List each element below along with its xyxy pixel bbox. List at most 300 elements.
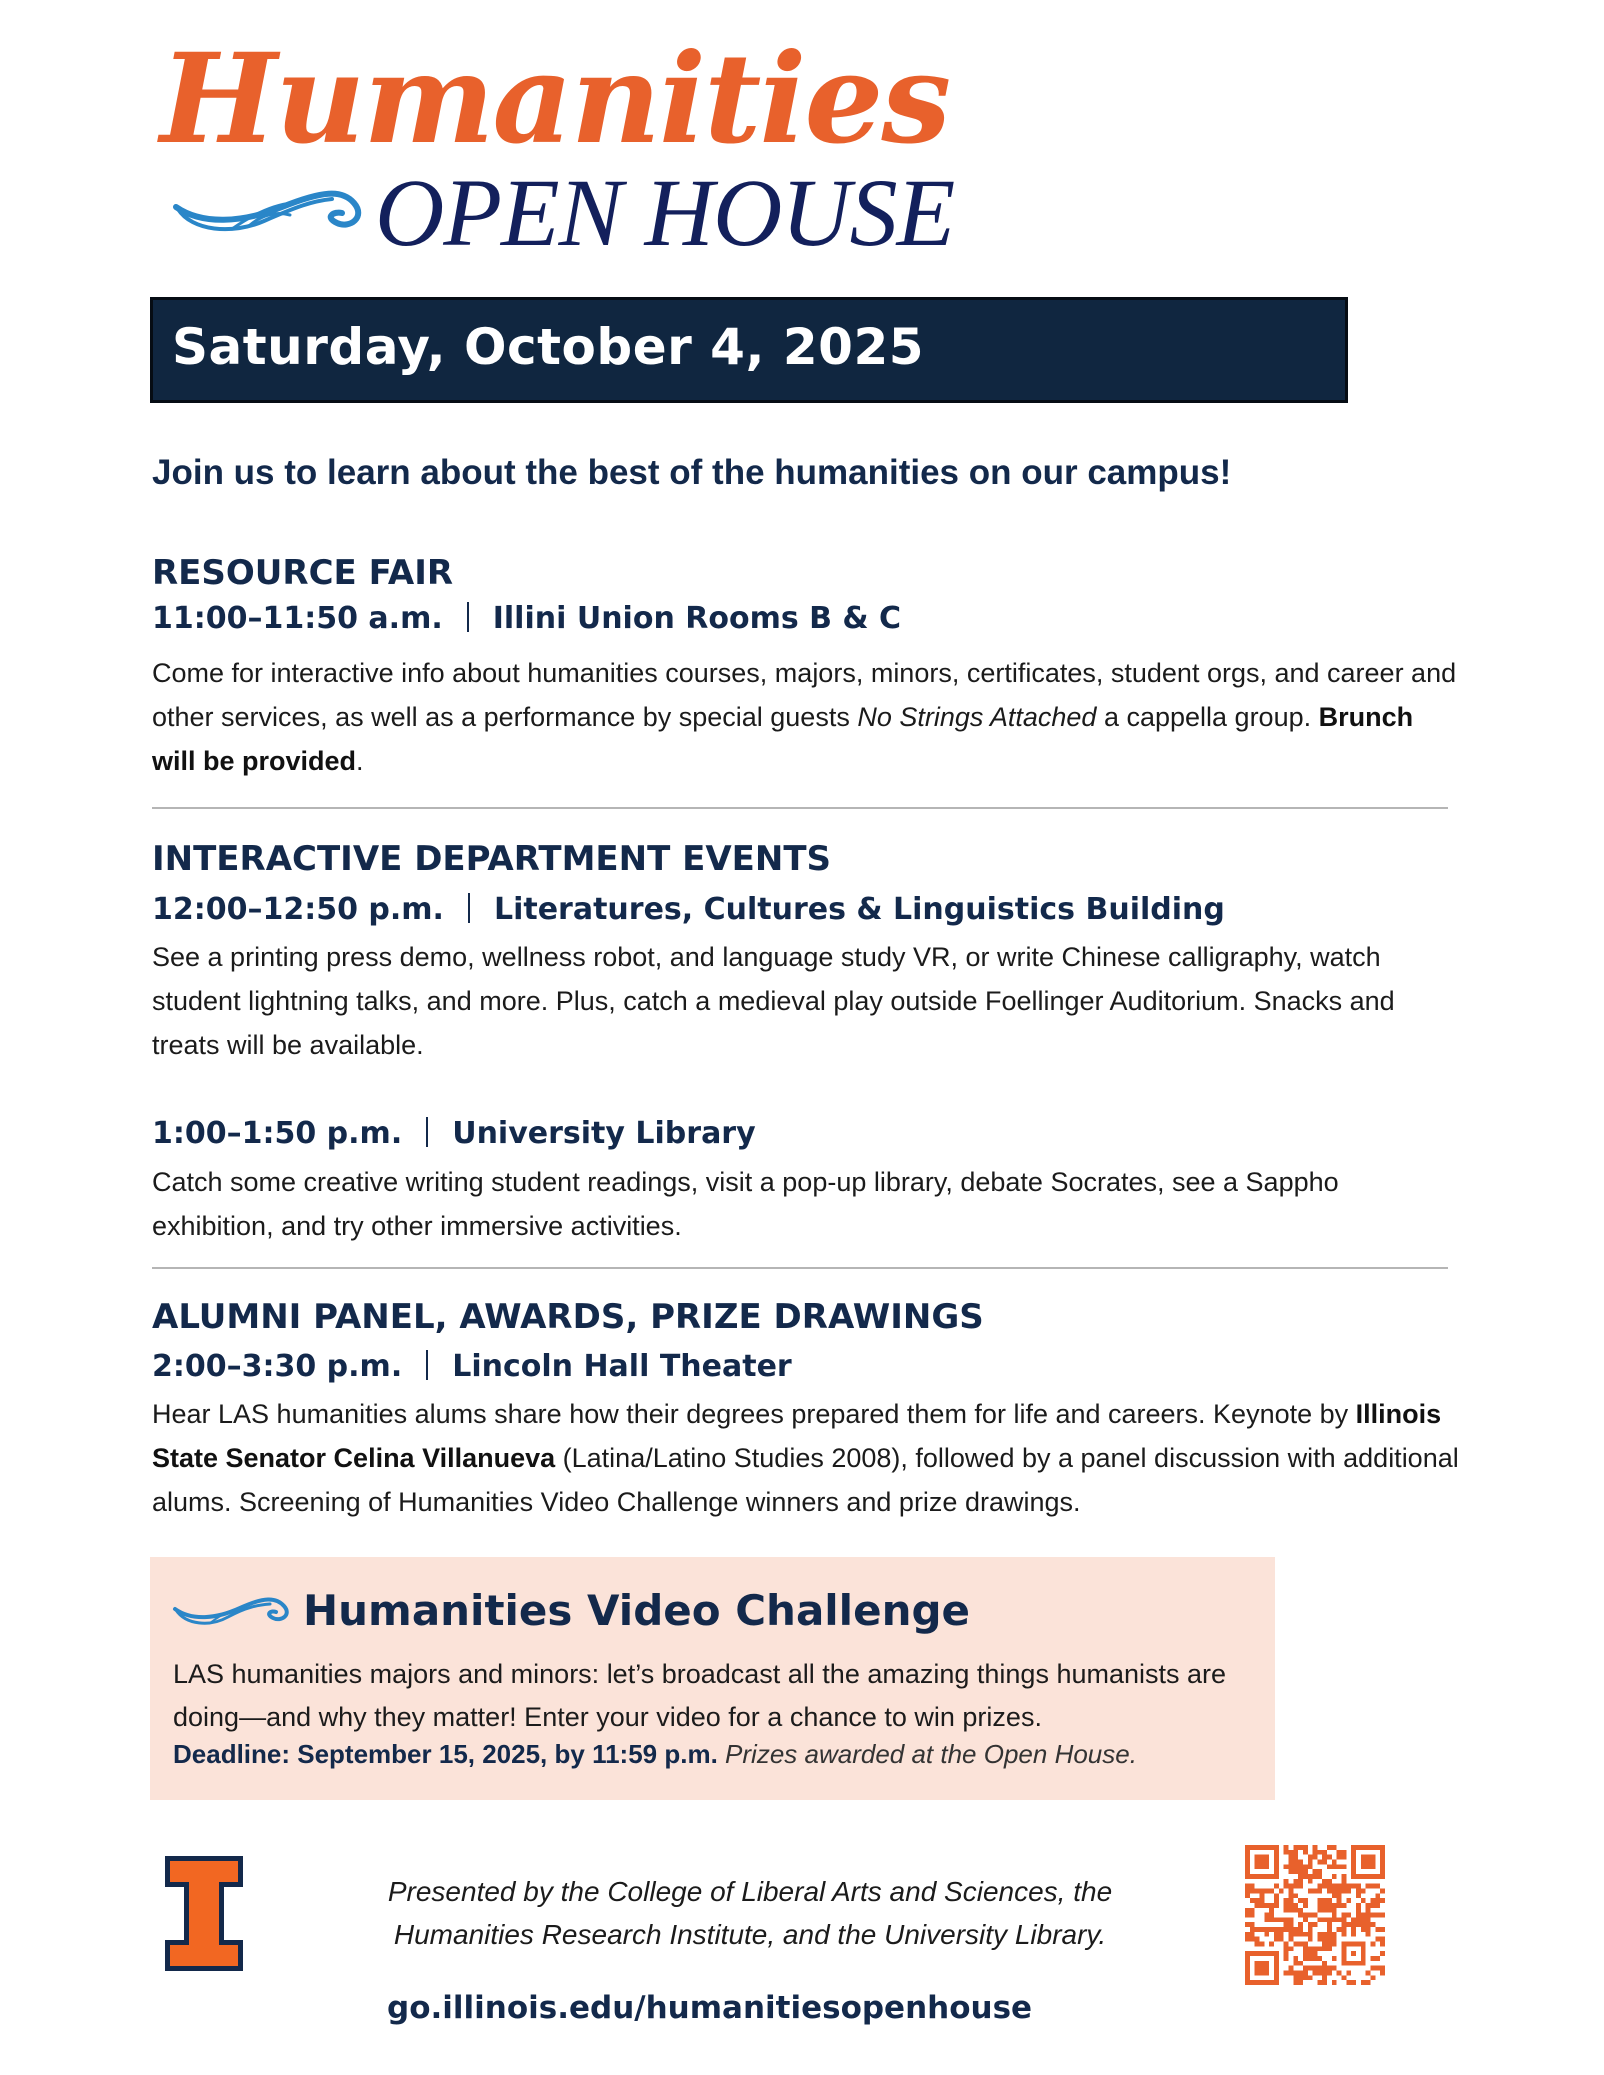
event-location: University Library bbox=[452, 1116, 756, 1151]
qr-module bbox=[1284, 1898, 1289, 1903]
qr-module bbox=[1322, 1917, 1327, 1922]
qr-module bbox=[1274, 1927, 1279, 1932]
qr-module bbox=[1284, 1917, 1289, 1922]
qr-module bbox=[1380, 1898, 1385, 1903]
qr-module bbox=[1322, 1942, 1327, 1947]
qr-module bbox=[1317, 1908, 1322, 1913]
event-time: 1:00–1:50 p.m. bbox=[152, 1116, 403, 1151]
deadline-note: Prizes awarded at the Open House. bbox=[725, 1739, 1137, 1769]
qr-module bbox=[1303, 1913, 1308, 1918]
qr-module bbox=[1293, 1893, 1298, 1898]
qr-module bbox=[1371, 1922, 1376, 1927]
qr-module bbox=[1332, 1917, 1337, 1922]
event-location: Literatures, Cultures & Linguistics Building bbox=[493, 892, 1225, 927]
qr-module bbox=[1288, 1971, 1293, 1976]
qr-module bbox=[1269, 1917, 1274, 1922]
qr-module bbox=[1317, 1917, 1322, 1922]
qr-module bbox=[1361, 1927, 1366, 1932]
qr-module bbox=[1380, 1927, 1385, 1932]
qr-module bbox=[1342, 1884, 1347, 1889]
qr-module bbox=[1308, 1927, 1313, 1932]
event-time: 12:00–12:50 p.m. bbox=[152, 892, 444, 927]
qr-module bbox=[1371, 1975, 1376, 1980]
qr-module bbox=[1255, 1903, 1260, 1908]
qr-module bbox=[1337, 1971, 1342, 1976]
qr-module bbox=[1332, 1956, 1337, 1961]
qr-module bbox=[1313, 1855, 1318, 1860]
qr-module bbox=[1327, 1879, 1332, 1884]
qr-module bbox=[1293, 1855, 1298, 1860]
qr-module bbox=[1308, 1946, 1313, 1951]
description-text: No Strings Attached bbox=[857, 702, 1097, 732]
qr-module bbox=[1293, 1903, 1298, 1908]
qr-module bbox=[1245, 1884, 1250, 1889]
qr-module bbox=[1264, 1903, 1269, 1908]
qr-module bbox=[1332, 1874, 1337, 1879]
qr-module bbox=[1361, 1898, 1366, 1903]
qr-module bbox=[1293, 1908, 1298, 1913]
qr-module bbox=[1293, 1845, 1298, 1850]
description-text: Come for interactive info about humanities courses, majors, minors, certificates, student orgs, and career and other services, as well as a performance by special guests bbox=[152, 658, 1457, 732]
qr-module bbox=[1342, 1922, 1347, 1927]
qr-module bbox=[1327, 1932, 1332, 1937]
qr-module bbox=[1284, 1971, 1289, 1976]
qr-module bbox=[1366, 1908, 1371, 1913]
qr-module bbox=[1308, 1922, 1313, 1927]
qr-module bbox=[1361, 1913, 1366, 1918]
qr-module bbox=[1346, 1922, 1351, 1927]
qr-module bbox=[1342, 1917, 1347, 1922]
qr-module bbox=[1313, 1971, 1318, 1976]
description-text: (Latina/Latino Studies 2008), followed by a panel discussion with additional alums. Screening of Humanities Video Challenge winners and prize drawings. bbox=[152, 1443, 1459, 1517]
ornamental-flourish-icon bbox=[172, 1595, 292, 1630]
qr-module bbox=[1332, 1908, 1337, 1913]
qr-module bbox=[1250, 1908, 1255, 1913]
qr-module bbox=[1327, 1927, 1332, 1932]
qr-module bbox=[1250, 1913, 1255, 1918]
qr-module bbox=[1308, 1864, 1313, 1869]
qr-module bbox=[1342, 1888, 1347, 1893]
qr-module bbox=[1279, 1932, 1284, 1937]
qr-module bbox=[1356, 1893, 1361, 1898]
qr-module bbox=[1342, 1855, 1347, 1860]
qr-module bbox=[1303, 1917, 1308, 1922]
qr-module bbox=[1327, 1917, 1332, 1922]
qr-module bbox=[1366, 1927, 1371, 1932]
qr-module bbox=[1303, 1864, 1308, 1869]
qr-module bbox=[1303, 1898, 1308, 1903]
qr-module bbox=[1313, 1869, 1318, 1874]
qr-code-icon[interactable] bbox=[1245, 1845, 1385, 1985]
qr-module bbox=[1284, 1845, 1289, 1850]
qr-module bbox=[1342, 1864, 1347, 1869]
qr-module bbox=[1288, 1898, 1293, 1903]
qr-module bbox=[1322, 1855, 1327, 1860]
qr-module bbox=[1288, 1893, 1293, 1898]
qr-module bbox=[1298, 1927, 1303, 1932]
section-heading-interactive-events: INTERACTIVE DEPARTMENT EVENTS bbox=[152, 839, 832, 879]
video-challenge-deadline bbox=[173, 1741, 1137, 1767]
qr-module bbox=[1298, 1961, 1303, 1966]
qr-module bbox=[1337, 1888, 1342, 1893]
qr-module bbox=[1245, 1913, 1250, 1918]
qr-module bbox=[1245, 1937, 1250, 1942]
qr-module bbox=[1303, 1874, 1308, 1879]
description-text: . bbox=[356, 746, 364, 776]
qr-module bbox=[1255, 1942, 1260, 1947]
qr-module bbox=[1346, 1884, 1351, 1889]
qr-module bbox=[1317, 1903, 1322, 1908]
qr-module bbox=[1284, 1927, 1289, 1932]
qr-module bbox=[1288, 1859, 1293, 1864]
qr-module bbox=[1327, 1903, 1332, 1908]
qr-module bbox=[1337, 1884, 1342, 1889]
qr-module bbox=[1327, 1971, 1332, 1976]
qr-module bbox=[1288, 1869, 1293, 1874]
qr-module bbox=[1245, 1888, 1250, 1893]
qr-module bbox=[1308, 1932, 1313, 1937]
separator bbox=[426, 1117, 428, 1147]
qr-module bbox=[1255, 1961, 1269, 1975]
qr-module bbox=[1313, 1850, 1318, 1855]
event-time: 11:00–11:50 a.m. bbox=[152, 601, 443, 636]
qr-module bbox=[1327, 1908, 1332, 1913]
qr-module bbox=[1308, 1956, 1313, 1961]
qr-module bbox=[1284, 1946, 1289, 1951]
qr-module bbox=[1322, 1850, 1327, 1855]
qr-module bbox=[1356, 1884, 1361, 1889]
qr-module bbox=[1245, 1922, 1250, 1927]
qr-module bbox=[1284, 1879, 1289, 1884]
qr-module bbox=[1327, 1864, 1332, 1869]
qr-module bbox=[1366, 1932, 1371, 1937]
qr-module bbox=[1274, 1937, 1279, 1942]
event-description: See a printing press demo, wellness robot, and language study VR, or write Chinese calligraphy, watch student lightning talks, and more. Plus, catch a medieval play outside Foellinger Auditorium. Snacks and treats will be available. bbox=[152, 942, 1395, 1060]
qr-module bbox=[1308, 1859, 1313, 1864]
qr-module bbox=[1293, 1971, 1298, 1976]
qr-module bbox=[1293, 1850, 1298, 1855]
qr-module bbox=[1346, 1980, 1351, 1985]
qr-module bbox=[1356, 1908, 1361, 1913]
event-url-link[interactable]: go.illinois.edu/humanitiesopenhouse bbox=[387, 1990, 1033, 2026]
event-location: Lincoln Hall Theater bbox=[452, 1349, 792, 1384]
qr-module bbox=[1269, 1927, 1274, 1932]
qr-module bbox=[1313, 1922, 1318, 1927]
qr-module bbox=[1274, 1893, 1279, 1898]
qr-module bbox=[1269, 1903, 1274, 1908]
qr-module bbox=[1327, 1922, 1332, 1927]
qr-module bbox=[1284, 1951, 1289, 1956]
qr-module bbox=[1288, 1884, 1293, 1889]
intro-tagline: Join us to learn about the best of the humanities on our campus! bbox=[152, 453, 1232, 492]
qr-module bbox=[1317, 1884, 1322, 1889]
qr-module bbox=[1279, 1937, 1284, 1942]
qr-module bbox=[1298, 1932, 1303, 1937]
qr-module bbox=[1269, 1913, 1274, 1918]
qr-module bbox=[1322, 1966, 1327, 1971]
qr-module bbox=[1313, 1956, 1318, 1961]
qr-module bbox=[1332, 1980, 1337, 1985]
qr-module bbox=[1361, 1855, 1375, 1869]
qr-module bbox=[1303, 1966, 1308, 1971]
event-time: 2:00–3:30 p.m. bbox=[152, 1349, 403, 1384]
qr-module bbox=[1264, 1932, 1269, 1937]
qr-module bbox=[1351, 1884, 1356, 1889]
section-heading-alumni-panel: ALUMNI PANEL, AWARDS, PRIZE DRAWINGS bbox=[152, 1297, 984, 1337]
description-text: a cappella group. bbox=[1096, 702, 1319, 732]
qr-module bbox=[1298, 1864, 1303, 1869]
qr-module bbox=[1380, 1913, 1385, 1918]
qr-module bbox=[1288, 1917, 1293, 1922]
qr-module bbox=[1375, 1927, 1380, 1932]
event-description: Catch some creative writing student readings, visit a pop-up library, debate Socrates, see a Sappho exhibition, and try other immersive activities. bbox=[152, 1167, 1339, 1241]
qr-module bbox=[1298, 1975, 1303, 1980]
qr-module bbox=[1327, 1884, 1332, 1889]
qr-module bbox=[1332, 1937, 1337, 1942]
qr-module bbox=[1274, 1898, 1279, 1903]
illinois-block-i-logo bbox=[164, 1855, 244, 1972]
qr-module bbox=[1366, 1903, 1371, 1908]
qr-module bbox=[1259, 1898, 1264, 1903]
qr-module bbox=[1351, 1927, 1356, 1932]
qr-module bbox=[1259, 1888, 1264, 1893]
qr-module bbox=[1346, 1971, 1351, 1976]
qr-module bbox=[1332, 1913, 1337, 1918]
qr-module bbox=[1317, 1946, 1322, 1951]
qr-module bbox=[1317, 1932, 1322, 1937]
qr-module bbox=[1298, 1879, 1303, 1884]
ornamental-flourish-icon bbox=[172, 185, 367, 245]
qr-module bbox=[1264, 1927, 1269, 1932]
qr-module bbox=[1332, 1888, 1337, 1893]
qr-module bbox=[1322, 1946, 1327, 1951]
qr-module bbox=[1380, 1966, 1385, 1971]
qr-module bbox=[1293, 1961, 1298, 1966]
qr-module bbox=[1293, 1956, 1298, 1961]
qr-module bbox=[1288, 1855, 1293, 1860]
qr-module bbox=[1371, 1898, 1376, 1903]
qr-module bbox=[1332, 1884, 1337, 1889]
qr-module bbox=[1322, 1932, 1327, 1937]
qr-module bbox=[1332, 1932, 1337, 1937]
qr-module bbox=[1303, 1903, 1308, 1908]
video-challenge-title: Humanities Video Challenge bbox=[303, 1586, 971, 1635]
qr-module bbox=[1288, 1922, 1293, 1927]
qr-module bbox=[1303, 1942, 1308, 1947]
event-description bbox=[152, 651, 1462, 783]
qr-module bbox=[1366, 1884, 1371, 1889]
description-text: Brunch will be provided bbox=[152, 702, 1414, 776]
qr-module bbox=[1327, 1966, 1332, 1971]
presented-by: Presented by the College of Liberal Arts and Sciences, the Humanities Research Institute, and the University Library. bbox=[387, 1876, 1113, 1950]
qr-module bbox=[1250, 1937, 1255, 1942]
qr-module bbox=[1322, 1903, 1327, 1908]
qr-module bbox=[1342, 1874, 1347, 1879]
qr-module bbox=[1298, 1845, 1303, 1850]
qr-module bbox=[1380, 1942, 1385, 1947]
qr-module bbox=[1303, 1850, 1308, 1855]
qr-module bbox=[1284, 1908, 1289, 1913]
qr-module bbox=[1317, 1869, 1322, 1874]
qr-module bbox=[1332, 1864, 1337, 1869]
qr-module bbox=[1288, 1850, 1293, 1855]
qr-module bbox=[1293, 1879, 1298, 1884]
qr-module bbox=[1269, 1908, 1274, 1913]
qr-module bbox=[1356, 1888, 1361, 1893]
qr-module bbox=[1375, 1884, 1380, 1889]
qr-module bbox=[1308, 1888, 1313, 1893]
qr-module bbox=[1293, 1980, 1298, 1985]
qr-module bbox=[1366, 1922, 1371, 1927]
qr-module bbox=[1313, 1888, 1318, 1893]
qr-module bbox=[1255, 1855, 1269, 1869]
qr-module bbox=[1327, 1937, 1332, 1942]
qr-module bbox=[1361, 1888, 1366, 1893]
qr-module bbox=[1255, 1888, 1260, 1893]
qr-module bbox=[1332, 1966, 1337, 1971]
qr-module bbox=[1366, 1971, 1371, 1976]
qr-module bbox=[1371, 1966, 1376, 1971]
qr-module bbox=[1371, 1956, 1376, 1961]
qr-module bbox=[1356, 1917, 1361, 1922]
qr-module bbox=[1279, 1888, 1284, 1893]
qr-module bbox=[1259, 1903, 1264, 1908]
event-location: Illini Union Rooms B & C bbox=[492, 601, 902, 636]
qr-module bbox=[1303, 1956, 1308, 1961]
qr-module bbox=[1274, 1932, 1279, 1937]
event-description bbox=[152, 1392, 1462, 1524]
qr-module bbox=[1380, 1888, 1385, 1893]
qr-module bbox=[1250, 1888, 1255, 1893]
qr-module bbox=[1337, 1850, 1342, 1855]
qr-module bbox=[1356, 1922, 1361, 1927]
qr-module bbox=[1346, 1888, 1351, 1893]
qr-module bbox=[1288, 1966, 1293, 1971]
qr-module bbox=[1288, 1946, 1293, 1951]
qr-module bbox=[1293, 1927, 1298, 1932]
section-heading-resource-fair: RESOURCE FAIR bbox=[152, 553, 454, 593]
qr-module bbox=[1332, 1942, 1337, 1947]
qr-module bbox=[1351, 1980, 1356, 1985]
qr-module bbox=[1375, 1903, 1380, 1908]
section-divider bbox=[152, 1267, 1448, 1269]
qr-module bbox=[1308, 1975, 1313, 1980]
qr-module bbox=[1375, 1966, 1380, 1971]
qr-module bbox=[1245, 1893, 1250, 1898]
qr-module bbox=[1327, 1888, 1332, 1893]
qr-module bbox=[1303, 1946, 1308, 1951]
qr-module bbox=[1313, 1951, 1318, 1956]
qr-module bbox=[1380, 1937, 1385, 1942]
qr-module bbox=[1259, 1893, 1264, 1898]
qr-module bbox=[1293, 1884, 1298, 1889]
separator bbox=[467, 602, 469, 632]
qr-module bbox=[1351, 1922, 1356, 1927]
qr-module bbox=[1303, 1975, 1308, 1980]
qr-module bbox=[1274, 1903, 1279, 1908]
qr-module bbox=[1298, 1898, 1303, 1903]
event-time-location bbox=[152, 1350, 792, 1382]
qr-module bbox=[1298, 1942, 1303, 1947]
qr-module bbox=[1284, 1850, 1289, 1855]
qr-module bbox=[1342, 1879, 1347, 1884]
qr-module bbox=[1317, 1937, 1322, 1942]
qr-module bbox=[1351, 1951, 1356, 1956]
qr-module bbox=[1366, 1913, 1371, 1918]
qr-module bbox=[1322, 1859, 1327, 1864]
qr-module bbox=[1313, 1966, 1318, 1971]
qr-module bbox=[1288, 1908, 1293, 1913]
qr-module bbox=[1293, 1859, 1298, 1864]
qr-module bbox=[1317, 1874, 1322, 1879]
qr-module bbox=[1375, 1893, 1380, 1898]
qr-module bbox=[1356, 1903, 1361, 1908]
qr-module bbox=[1279, 1927, 1284, 1932]
qr-module bbox=[1375, 1913, 1380, 1918]
qr-module bbox=[1259, 1927, 1264, 1932]
qr-module bbox=[1284, 1884, 1289, 1889]
qr-module bbox=[1322, 1961, 1327, 1966]
separator bbox=[468, 893, 470, 923]
qr-module bbox=[1337, 1864, 1342, 1869]
qr-module bbox=[1380, 1971, 1385, 1976]
qr-module bbox=[1284, 1864, 1289, 1869]
qr-module bbox=[1337, 1898, 1342, 1903]
qr-module bbox=[1371, 1913, 1376, 1918]
qr-module bbox=[1298, 1874, 1303, 1879]
qr-module bbox=[1351, 1917, 1356, 1922]
qr-module bbox=[1298, 1922, 1303, 1927]
qr-module bbox=[1375, 1898, 1380, 1903]
qr-module bbox=[1298, 1908, 1303, 1913]
qr-module bbox=[1255, 1927, 1260, 1932]
event-time-location bbox=[152, 1117, 756, 1149]
qr-module bbox=[1375, 1937, 1380, 1942]
qr-module bbox=[1337, 1903, 1342, 1908]
qr-module bbox=[1371, 1884, 1376, 1889]
deadline-text: Deadline: September 15, 2025, by 11:59 p.m. bbox=[173, 1739, 718, 1769]
qr-module bbox=[1293, 1975, 1298, 1980]
qr-module bbox=[1308, 1855, 1313, 1860]
qr-module bbox=[1337, 1927, 1342, 1932]
qr-module bbox=[1288, 1903, 1293, 1908]
qr-module bbox=[1317, 1859, 1322, 1864]
qr-module bbox=[1308, 1879, 1313, 1884]
qr-module bbox=[1250, 1922, 1255, 1927]
qr-module bbox=[1308, 1937, 1313, 1942]
qr-module bbox=[1250, 1898, 1255, 1903]
qr-module bbox=[1288, 1888, 1293, 1893]
qr-module bbox=[1298, 1971, 1303, 1976]
qr-module bbox=[1317, 1980, 1322, 1985]
qr-module bbox=[1327, 1855, 1332, 1860]
qr-module bbox=[1288, 1937, 1293, 1942]
qr-module bbox=[1308, 1966, 1313, 1971]
qr-module bbox=[1346, 1898, 1351, 1903]
qr-module bbox=[1274, 1917, 1279, 1922]
qr-module bbox=[1361, 1980, 1366, 1985]
qr-module bbox=[1317, 1971, 1322, 1976]
qr-module bbox=[1322, 1884, 1327, 1889]
qr-module bbox=[1342, 1932, 1347, 1937]
qr-module bbox=[1322, 1975, 1327, 1980]
qr-module bbox=[1284, 1922, 1289, 1927]
qr-module bbox=[1274, 1884, 1279, 1889]
qr-module bbox=[1303, 1845, 1308, 1850]
qr-module bbox=[1284, 1956, 1289, 1961]
qr-module bbox=[1317, 1850, 1322, 1855]
qr-module bbox=[1342, 1850, 1347, 1855]
